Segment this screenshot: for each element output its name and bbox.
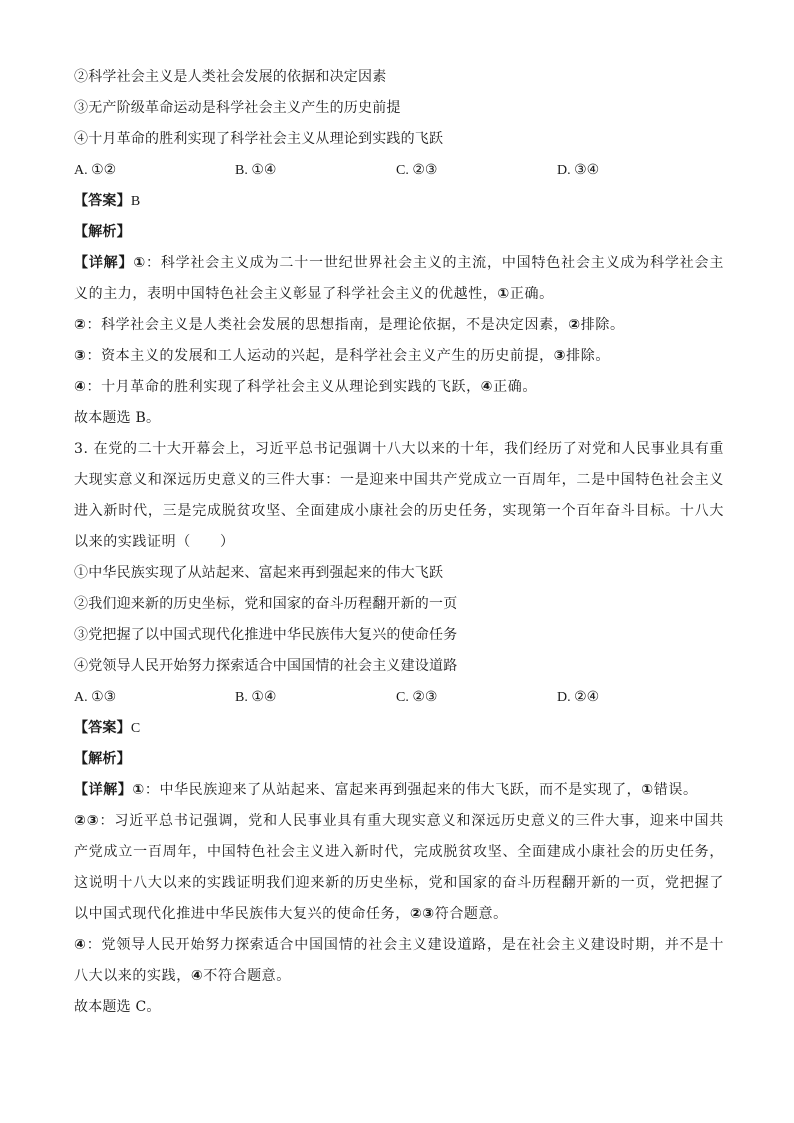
analysis-heading xyxy=(74,217,724,248)
answer-options xyxy=(74,155,724,186)
conclusion: 故本题选 B。 xyxy=(74,410,161,426)
option-a: A. ①③ xyxy=(74,690,117,705)
explanation-paragraph xyxy=(74,248,724,310)
explanation-mark: ① xyxy=(497,286,510,302)
explanation-label: ① xyxy=(132,782,145,798)
option-c: C. ②③ xyxy=(396,163,438,178)
explanation-label: ②③ xyxy=(74,813,100,829)
option-d: D. ③④ xyxy=(557,163,600,178)
explanation-mark: ② xyxy=(568,317,581,333)
explanation-label: ④ xyxy=(74,937,87,953)
detail-tag: 【详解】 xyxy=(74,782,133,798)
explanation-verdict: 排除。 xyxy=(566,348,610,364)
answer-tag: 【答案】 xyxy=(74,193,131,209)
explanation-paragraph xyxy=(74,775,724,806)
explanation-paragraph xyxy=(74,310,724,341)
explanation-text: ：科学社会主义成为二十一世纪世界社会主义的主流，中国特色社会主义成为科学社会主义的主力，表明中国特色社会主义彰显了科学社会主义的优越性， xyxy=(74,255,724,302)
statement-3: ③党把握了以中国式现代化推进中华民族伟大复兴的使命任务 xyxy=(74,627,458,643)
option-c: C. ②③ xyxy=(396,690,438,705)
detail-tag: 【详解】 xyxy=(74,255,134,271)
statement-1: ①中华民族实现了从站起来、富起来再到强起来的伟大飞跃 xyxy=(74,565,444,581)
analysis-tag: 【解析】 xyxy=(74,751,131,767)
explanation-mark: ④ xyxy=(190,968,204,984)
explanation-text: ：资本主义的发展和工人运动的兴起，是科学社会主义产生的历史前提， xyxy=(86,348,554,364)
option-d: D. ②④ xyxy=(557,690,600,705)
explanation-verdict: 符合题意。 xyxy=(434,906,508,922)
explanation-mark: ③ xyxy=(553,348,567,364)
statement-4: ④十月革命的胜利实现了科学社会主义从理论到实践的飞跃 xyxy=(74,131,444,147)
explanation-paragraph xyxy=(74,341,724,372)
answer-value: B xyxy=(130,194,141,209)
explanation-paragraph xyxy=(74,806,724,930)
explanation-label: ④ xyxy=(74,379,87,395)
option-b: B. ①④ xyxy=(235,690,277,705)
explanation-text: ：科学社会主义是人类社会发展的思想指南，是理论依据，不是决定因素， xyxy=(86,317,569,333)
statement-2: ②我们迎来新的历史坐标，党和国家的奋斗历程翻开新的一页 xyxy=(74,596,458,612)
explanation-text: ：十月革命的胜利实现了科学社会主义从理论到实践的飞跃， xyxy=(86,379,481,395)
explanation-text: ：党领导人民开始努力探索适合中国国情的社会主义建设道路，是在社会主义建设时期，并不是十八大以来的实践， xyxy=(74,937,724,984)
explanation-mark: ②③ xyxy=(409,906,435,922)
explanation-text: ：习近平总书记强调，党和人民事业具有重大现实意义和深远历史意义的三件大事，迎来中国共产党成立一百周年，中国特色社会主义进入新时代，完成脱贫攻坚、全面建成小康社会的历史任务，这说明十八大以来的实践证明我们迎来新的历史坐标，党和国家的奋斗历程翻开新的一页，党把握了以中国式现代化推进中华民族伟大复兴的使命任务， xyxy=(74,813,724,922)
statement-2: ②科学社会主义是人类社会发展的依据和决定因素 xyxy=(74,69,387,85)
explanation-verdict: 不符合题意。 xyxy=(203,968,291,984)
question-stem: 3. 在党的二十大开幕会上，习近平总书记强调十八大以来的十年，我们经历了对党和人民事业具有重大现实意义和深远历史意义的三件大事：一是迎来中国共产党成立一百周年，二是中国特色社会主义进入新时代，三是完成脱贫攻坚、全面建成小康社会的历史任务，实现第一个百年奋斗目标。十八大以来的实践证明（ ） xyxy=(74,441,724,550)
option-b: B. ①④ xyxy=(235,163,277,178)
explanation-verdict: 正确。 xyxy=(509,286,554,302)
document-page xyxy=(74,62,724,1023)
explanation-verdict: 正确。 xyxy=(493,379,537,395)
answer-options xyxy=(74,682,724,713)
explanation-verdict: 排除。 xyxy=(580,317,625,333)
explanation-mark: ④ xyxy=(480,379,494,395)
analysis-tag: 【解析】 xyxy=(74,224,131,240)
explanation-label: ② xyxy=(74,317,87,333)
analysis-heading xyxy=(74,744,724,775)
answer-tag: 【答案】 xyxy=(74,720,131,736)
explanation-paragraph xyxy=(74,372,724,403)
answer-line xyxy=(74,713,724,744)
conclusion: 故本题选 C。 xyxy=(74,999,161,1015)
explanation-paragraph xyxy=(74,930,724,992)
explanation-mark: ① xyxy=(641,782,654,798)
answer-value: C xyxy=(130,721,141,736)
explanation-verdict: 错误。 xyxy=(653,782,698,798)
option-a: A. ①② xyxy=(74,163,117,178)
explanation-label: ① xyxy=(133,255,146,271)
answer-line xyxy=(74,186,724,217)
statement-3: ③无产阶级革命运动是科学社会主义产生的历史前提 xyxy=(74,100,401,116)
explanation-label: ③ xyxy=(74,348,87,364)
explanation-text: ：中华民族迎来了从站起来、富起来再到强起来的伟大飞跃，而不是实现了， xyxy=(144,782,642,798)
statement-4: ④党领导人民开始努力探索适合中国国情的社会主义建设道路 xyxy=(74,658,458,674)
